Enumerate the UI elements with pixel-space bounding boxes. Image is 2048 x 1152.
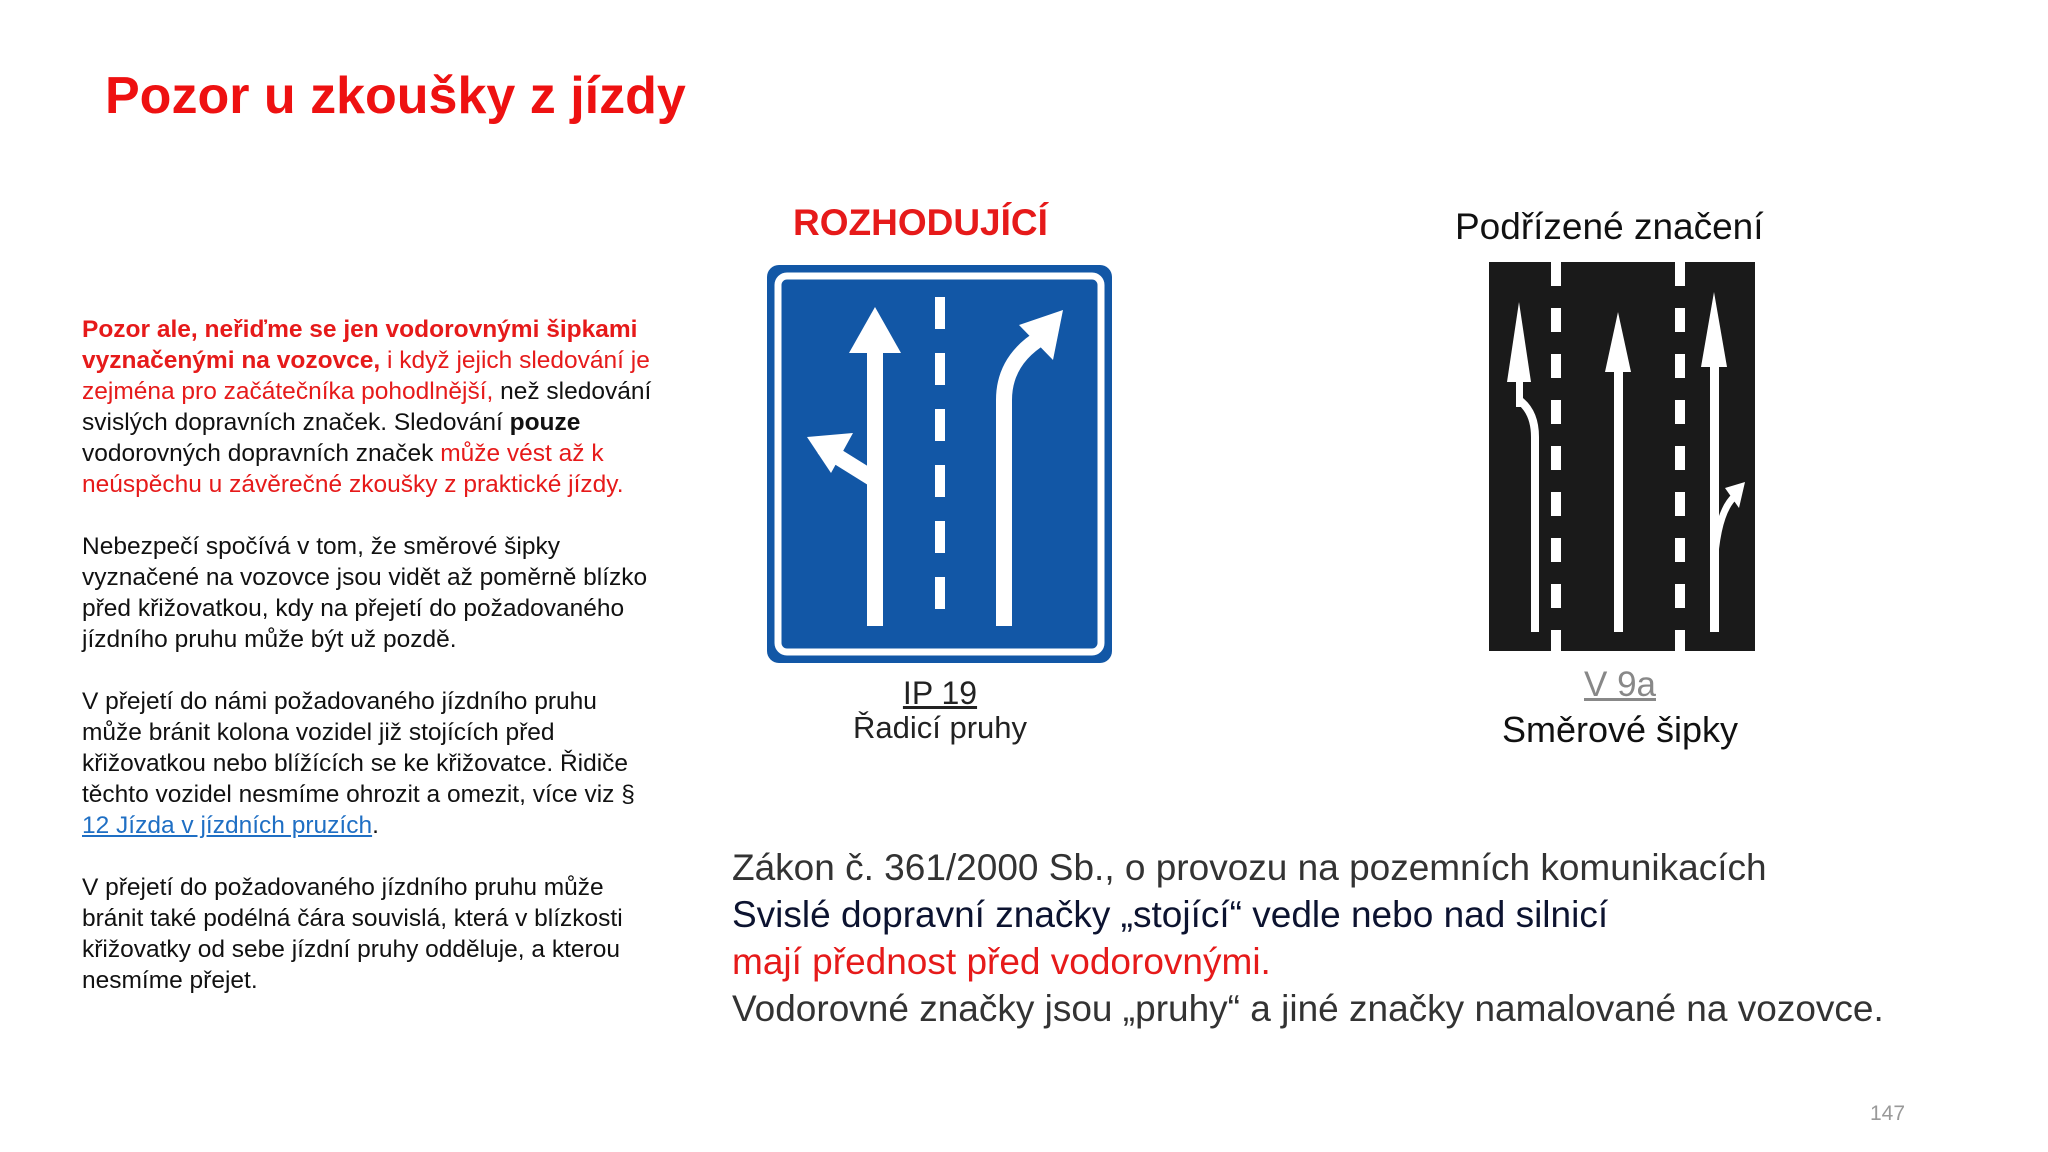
column-end: . <box>372 812 379 839</box>
law-section-link[interactable]: 12 Jízda v jízdních pruzích <box>82 812 373 839</box>
subordinate-label: Podřízené značení <box>1455 206 1764 247</box>
warning-bold: Pozor ale, neřiďme se jen vodorovnými šipkami vyznačenými na vozovce, <box>82 316 638 374</box>
ip19-code[interactable]: IP 19 <box>902 675 978 711</box>
law-vertical-signs-line: Svislé dopravní značky „stojící“ vedle nebo nad silnicí <box>732 894 1609 935</box>
warning-black-2: vodorovných dopravních značek <box>82 440 441 467</box>
law-priority-line: mají přednost před vodorovnými. <box>732 941 1271 982</box>
paragraph-solid-line: V přejetí do požadovaného jízdního pruhu může bránit také podélná čára souvislá, která v blízkosti křižovatky od sebe jízdní pruhy odděluje, a kterou nesmíme přejet. <box>82 874 623 994</box>
v9a-name: Směrové šipky <box>1501 709 1739 750</box>
paragraph-danger: Nebezpečí spočívá v tom, že směrové šipky vyznačené na vozovce jsou vidět až poměrně blízko před křižovatkou, kdy na přejetí do požadovaného jízdního pruhu může být už pozdě. <box>82 533 648 653</box>
ip19-sign-image <box>767 265 1112 663</box>
page-title: Pozor u zkoušky z jízdy <box>105 67 686 125</box>
warning-red-2: může vést až k neúspěchu u závěrečné zkoušky z praktické jízdy. <box>82 440 624 498</box>
column-text: V přejetí do námi požadovaného jízdního pruhu může bránit kolona vozidel již stojících před křižovatkou nebo blížících se ke křižovatce. Řidiče těchto vozidel nesmíme ohrozit a omezit, více viz § <box>82 688 635 808</box>
explanation-text <box>82 314 662 1027</box>
decisive-label: ROZHODUJÍCÍ <box>793 202 1048 243</box>
warning-emphasis: pouze <box>509 409 581 436</box>
page-number: 147 <box>1870 1102 1906 1125</box>
warning-black-1: než sledování svislých dopravních značek. Sledování <box>82 378 652 436</box>
law-text-block <box>732 844 1982 1032</box>
paragraph-column <box>82 686 662 841</box>
ip19-name: Řadicí pruhy <box>852 710 1028 745</box>
law-horizontal-signs-line: Vodorovné značky jsou „pruhy“ a jiné značky namalované na vozovce. <box>732 988 1884 1029</box>
v9a-road-marking-image <box>1489 262 1755 651</box>
v9a-code[interactable]: V 9a <box>1584 665 1656 704</box>
law-title-line: Zákon č. 361/2000 Sb., o provozu na pozemních komunikacích <box>732 847 1767 888</box>
warning-red-1: i když jejich sledování je zejména pro začátečníka pohodlnější, <box>82 347 650 405</box>
paragraph-warning <box>82 314 662 500</box>
